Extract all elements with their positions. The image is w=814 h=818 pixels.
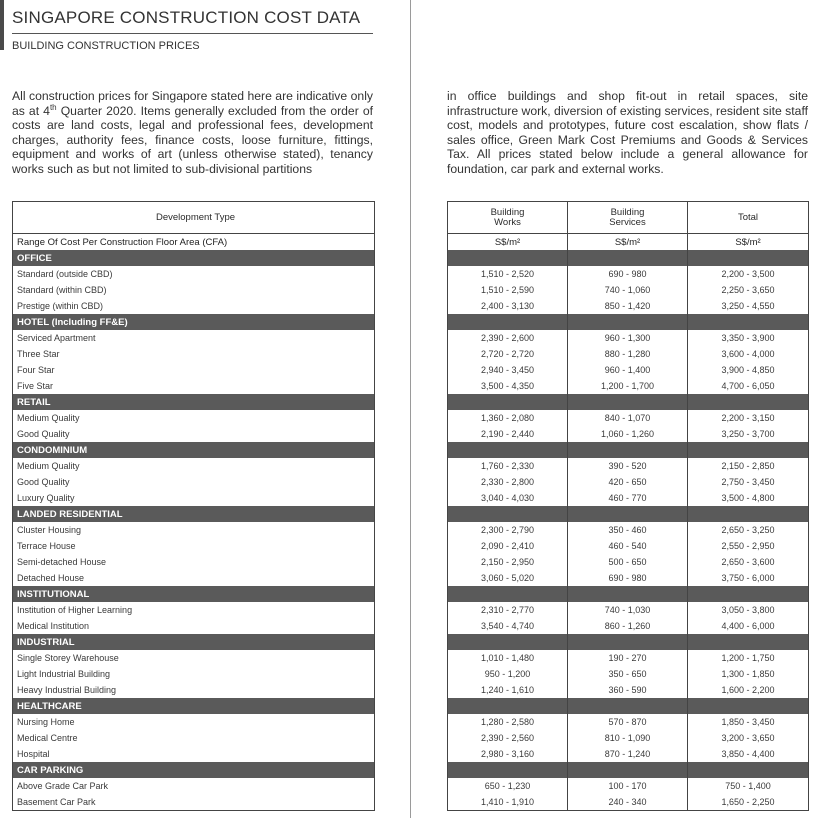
total-cell: 2,550 - 2,950 — [688, 538, 809, 554]
building-services-header-line1: Building — [610, 206, 645, 218]
development-type-label: Above Grade Car Park — [17, 781, 109, 791]
total-cell: 3,850 - 4,400 — [688, 746, 809, 762]
unit-row — [448, 234, 809, 251]
building-works-cell: 2,980 - 3,160 — [480, 749, 535, 759]
table-row — [13, 266, 375, 282]
total-cell: 3,900 - 4,850 — [688, 362, 809, 378]
building-services-cell: 740 - 1,060 — [568, 282, 688, 298]
category-spacer-cell — [568, 442, 688, 458]
development-type-label: Five Star — [17, 381, 54, 391]
category-spacer-cell — [568, 394, 688, 410]
building-services-header-line2: Services — [609, 216, 646, 228]
category-spacer-cell — [448, 506, 568, 522]
table-row — [448, 298, 809, 314]
table-row — [448, 474, 809, 490]
building-services-cell: 860 - 1,260 — [568, 618, 688, 634]
total-cell: 1,300 - 1,850 — [688, 666, 809, 682]
category-row — [448, 394, 809, 410]
building-works-cell: 2,310 - 2,770 — [480, 605, 535, 615]
building-services-cell: 190 - 270 — [568, 650, 688, 666]
building-services-cell: 810 - 1,090 — [568, 730, 688, 746]
category-spacer-cell — [688, 394, 809, 410]
table-row — [448, 458, 809, 474]
table-row — [13, 298, 375, 314]
development-type-label: Single Storey Warehouse — [17, 653, 119, 663]
table-row — [13, 730, 375, 746]
intro-left-post: Quarter 2020. Items generally excluded from the order of costs are land costs, legal and professional fees, development charges, authority fees, finance costs, loose furniture, fittings, equipment and works of art (unless otherwise stated), tenancy works such as but not limited to sub-divisional partitions — [12, 103, 373, 176]
development-type-label: Detached House — [17, 573, 85, 583]
building-services-cell: 360 - 590 — [568, 682, 688, 698]
total-cell: 2,200 - 3,500 — [688, 266, 809, 282]
total-cell: 2,650 - 3,250 — [688, 522, 809, 538]
development-type-label: Semi-detached House — [17, 557, 107, 567]
category-spacer-cell — [448, 586, 568, 602]
table-row — [448, 666, 809, 682]
building-services-header — [568, 202, 688, 234]
category-spacer-cell — [688, 442, 809, 458]
building-services-cell: 1,200 - 1,700 — [568, 378, 688, 394]
category-row — [13, 586, 375, 602]
table-row — [448, 570, 809, 586]
development-type-label: Institution of Higher Learning — [17, 605, 133, 615]
building-services-cell: 870 - 1,240 — [568, 746, 688, 762]
table-row — [13, 522, 375, 538]
category-spacer-cell — [688, 762, 809, 778]
total-cell: 4,700 - 6,050 — [688, 378, 809, 394]
category-spacer-cell — [568, 762, 688, 778]
intro-paragraph-left — [12, 89, 373, 177]
table-row — [13, 458, 375, 474]
page-subtitle: BUILDING CONSTRUCTION PRICES — [12, 40, 200, 52]
building-works-cell: 1,360 - 2,080 — [480, 413, 535, 423]
table-header-row — [13, 202, 375, 234]
category-row — [13, 698, 375, 714]
building-services-cell: 1,060 - 1,260 — [568, 426, 688, 442]
total-cell: 3,250 - 4,550 — [688, 298, 809, 314]
category-spacer-cell — [448, 442, 568, 458]
table-row — [448, 378, 809, 394]
table-row — [13, 714, 375, 730]
building-services-cell: 690 - 980 — [568, 570, 688, 586]
table-row — [448, 618, 809, 634]
category-row — [13, 394, 375, 410]
category-spacer-cell — [448, 250, 568, 266]
total-cell: 3,350 - 3,900 — [688, 330, 809, 346]
building-works-cell: 3,540 - 4,740 — [480, 621, 535, 631]
building-services-cell: 840 - 1,070 — [568, 410, 688, 426]
title-divider — [12, 33, 373, 34]
total-cell: 3,600 - 4,000 — [688, 346, 809, 362]
building-services-cell: 350 - 650 — [568, 666, 688, 682]
building-works-cell: 2,400 - 3,130 — [480, 301, 535, 311]
building-works-cell: 2,390 - 2,600 — [480, 333, 535, 343]
table-row — [13, 778, 375, 794]
table-row — [448, 538, 809, 554]
category-row — [448, 698, 809, 714]
category-spacer-cell — [448, 314, 568, 330]
category-spacer-cell — [688, 634, 809, 650]
category-label: HOTEL (Including FF&E) — [13, 314, 375, 330]
page-title: SINGAPORE CONSTRUCTION COST DATA — [12, 8, 361, 27]
table-row — [13, 346, 375, 362]
development-type-label: Standard (outside CBD) — [17, 269, 113, 279]
building-works-cell: 3,060 - 5,020 — [480, 573, 535, 583]
total-cell: 1,200 - 1,750 — [688, 650, 809, 666]
development-type-label: Medical Centre — [17, 733, 78, 743]
table-row — [448, 778, 809, 794]
building-works-cell: 2,300 - 2,790 — [480, 525, 535, 535]
category-row — [13, 442, 375, 458]
category-label: CONDOMINIUM — [13, 442, 375, 458]
category-label: LANDED RESIDENTIAL — [13, 506, 375, 522]
development-type-label: Four Star — [17, 365, 55, 375]
table-row — [448, 346, 809, 362]
total-cell: 3,250 - 3,700 — [688, 426, 809, 442]
table-row — [448, 426, 809, 442]
total-cell: 2,650 - 3,600 — [688, 554, 809, 570]
intro-left-pre: All construction prices for Singapore stated here are indicative only as at 4 — [12, 89, 373, 118]
category-spacer-cell — [568, 634, 688, 650]
category-row — [448, 442, 809, 458]
category-row — [448, 314, 809, 330]
table-row — [13, 410, 375, 426]
table-row — [448, 522, 809, 538]
table-row — [13, 794, 375, 811]
category-row — [13, 250, 375, 266]
table-row — [448, 794, 809, 811]
category-row — [448, 762, 809, 778]
development-type-label: Good Quality — [17, 477, 70, 487]
category-spacer-cell — [448, 698, 568, 714]
table-row — [13, 746, 375, 762]
intro-paragraph-right: in office buildings and shop fit-out in retail spaces, site infrastructure work, diversion of existing services, resident site staff cost, models and prototypes, future cost escalation, show flats / sales office, Green Mark Cost Premiums and Goods & Services Tax. All prices stated below include a general allowance for foundation, car park and external works. — [447, 89, 808, 176]
building-services-cell: 740 - 1,030 — [568, 602, 688, 618]
category-spacer-cell — [688, 314, 809, 330]
category-spacer-cell — [448, 394, 568, 410]
category-label: OFFICE — [13, 250, 375, 266]
building-works-cell: 3,500 - 4,350 — [480, 381, 535, 391]
table-row — [448, 730, 809, 746]
table-row — [13, 650, 375, 666]
building-services-cell: 420 - 650 — [568, 474, 688, 490]
total-cell: 2,250 - 3,650 — [688, 282, 809, 298]
cost-values-table — [447, 201, 809, 811]
total-cell: 2,750 - 3,450 — [688, 474, 809, 490]
table-row — [448, 682, 809, 698]
total-cell: 1,850 - 3,450 — [688, 714, 809, 730]
category-spacer-cell — [688, 586, 809, 602]
development-type-label: Heavy Industrial Building — [17, 685, 117, 695]
building-works-cell: 3,040 - 4,030 — [480, 493, 535, 503]
building-works-cell: 1,760 - 2,330 — [480, 461, 535, 471]
category-row — [13, 506, 375, 522]
total-cell: 3,750 - 6,000 — [688, 570, 809, 586]
table-row — [13, 426, 375, 442]
category-spacer-cell — [688, 506, 809, 522]
building-services-cell: 690 - 980 — [568, 266, 688, 282]
unit-building-services: S$/m² — [568, 234, 688, 251]
development-type-label: Basement Car Park — [17, 797, 96, 807]
building-works-cell: 950 - 1,200 — [484, 669, 531, 679]
table-row — [13, 282, 375, 298]
category-label: HEALTHCARE — [13, 698, 375, 714]
building-works-header-line2: Works — [494, 216, 521, 228]
building-services-cell: 390 - 520 — [568, 458, 688, 474]
building-works-cell: 2,720 - 2,720 — [480, 349, 535, 359]
category-spacer-cell — [568, 250, 688, 266]
development-type-label: Terrace House — [17, 541, 76, 551]
total-cell: 1,650 - 2,250 — [688, 794, 809, 811]
building-works-cell: 1,410 - 1,910 — [480, 797, 535, 807]
building-works-cell: 2,390 - 2,560 — [480, 733, 535, 743]
building-works-cell: 1,280 - 2,580 — [480, 717, 535, 727]
total-cell: 750 - 1,400 — [688, 778, 809, 794]
building-works-header — [448, 202, 568, 234]
development-type-label: Light Industrial Building — [17, 669, 111, 679]
table-row — [448, 490, 809, 506]
development-type-header: Development Type — [13, 202, 375, 234]
table-row — [448, 266, 809, 282]
category-spacer-cell — [688, 250, 809, 266]
table-header-row — [448, 202, 809, 234]
category-label: INDUSTRIAL — [13, 634, 375, 650]
table-row — [448, 602, 809, 618]
development-type-label: Standard (within CBD) — [17, 285, 107, 295]
category-spacer-cell — [568, 586, 688, 602]
building-services-cell: 460 - 540 — [568, 538, 688, 554]
category-row — [13, 762, 375, 778]
table-row — [448, 554, 809, 570]
category-spacer-cell — [568, 314, 688, 330]
development-type-label: Luxury Quality — [17, 493, 75, 503]
building-works-cell: 1,010 - 1,480 — [480, 653, 535, 663]
total-cell: 2,200 - 3,150 — [688, 410, 809, 426]
total-cell: 3,050 - 3,800 — [688, 602, 809, 618]
category-row — [448, 506, 809, 522]
category-spacer-cell — [448, 762, 568, 778]
building-works-cell: 2,150 - 2,950 — [480, 557, 535, 567]
development-type-label: Medium Quality — [17, 461, 80, 471]
total-cell: 4,400 - 6,000 — [688, 618, 809, 634]
category-spacer-cell — [448, 634, 568, 650]
building-works-cell: 2,330 - 2,800 — [480, 477, 535, 487]
table-row — [13, 378, 375, 394]
range-label: Range Of Cost Per Construction Floor Area (CFA) — [17, 236, 228, 248]
development-type-label: Medium Quality — [17, 413, 80, 423]
table-row — [13, 666, 375, 682]
table-row — [13, 682, 375, 698]
category-spacer-cell — [568, 506, 688, 522]
table-row — [448, 650, 809, 666]
building-services-cell: 240 - 340 — [568, 794, 688, 811]
building-works-cell: 2,190 - 2,440 — [480, 429, 535, 439]
total-cell: 1,600 - 2,200 — [688, 682, 809, 698]
development-type-label: Good Quality — [17, 429, 70, 439]
category-row — [13, 634, 375, 650]
building-services-cell: 350 - 460 — [568, 522, 688, 538]
building-services-cell: 570 - 870 — [568, 714, 688, 730]
category-row — [13, 314, 375, 330]
building-works-cell: 2,090 - 2,410 — [480, 541, 535, 551]
category-label: INSTITUTIONAL — [13, 586, 375, 602]
building-services-cell: 500 - 650 — [568, 554, 688, 570]
building-works-cell: 650 - 1,230 — [484, 781, 531, 791]
table-row — [13, 570, 375, 586]
table-row — [13, 618, 375, 634]
building-works-header-line1: Building — [490, 206, 525, 218]
unit-building-works: S$/m² — [494, 236, 521, 248]
development-type-label: Prestige (within CBD) — [17, 301, 104, 311]
building-works-cell: 1,510 - 2,590 — [480, 285, 535, 295]
building-services-cell: 850 - 1,420 — [568, 298, 688, 314]
category-label: CAR PARKING — [13, 762, 375, 778]
category-spacer-cell — [568, 698, 688, 714]
development-type-label: Serviced Apartment — [17, 333, 96, 343]
category-spacer-cell — [688, 698, 809, 714]
development-type-label: Nursing Home — [17, 717, 75, 727]
table-row — [13, 474, 375, 490]
building-services-cell: 960 - 1,300 — [568, 330, 688, 346]
header-accent-bar — [0, 0, 4, 50]
table-row — [13, 602, 375, 618]
table-row — [448, 330, 809, 346]
development-type-label: Medical Institution — [17, 621, 90, 631]
table-row — [13, 490, 375, 506]
category-row — [448, 250, 809, 266]
unit-total: S$/m² — [688, 234, 809, 251]
table-row — [448, 746, 809, 762]
table-row — [448, 714, 809, 730]
range-label-row — [13, 234, 375, 251]
development-type-label: Cluster Housing — [17, 525, 82, 535]
table-row — [448, 282, 809, 298]
building-services-cell: 960 - 1,400 — [568, 362, 688, 378]
development-type-label: Three Star — [17, 349, 60, 359]
category-row — [448, 586, 809, 602]
building-works-cell: 2,940 - 3,450 — [480, 365, 535, 375]
total-cell: 2,150 - 2,850 — [688, 458, 809, 474]
building-services-cell: 460 - 770 — [568, 490, 688, 506]
building-works-cell: 1,510 - 2,520 — [480, 269, 535, 279]
table-row — [448, 362, 809, 378]
table-row — [13, 362, 375, 378]
total-cell: 3,200 - 3,650 — [688, 730, 809, 746]
development-type-table — [12, 201, 375, 811]
table-row — [13, 330, 375, 346]
table-row — [448, 410, 809, 426]
page-divider — [410, 0, 411, 818]
development-type-label: Hospital — [17, 749, 50, 759]
table-row — [13, 538, 375, 554]
table-row — [13, 554, 375, 570]
building-services-cell: 100 - 170 — [568, 778, 688, 794]
building-services-cell: 880 - 1,280 — [568, 346, 688, 362]
category-label: RETAIL — [13, 394, 375, 410]
category-row — [448, 634, 809, 650]
intro-left-sup: th — [49, 102, 57, 112]
total-cell: 3,500 - 4,800 — [688, 490, 809, 506]
total-header: Total — [688, 202, 809, 234]
building-works-cell: 1,240 - 1,610 — [480, 685, 535, 695]
